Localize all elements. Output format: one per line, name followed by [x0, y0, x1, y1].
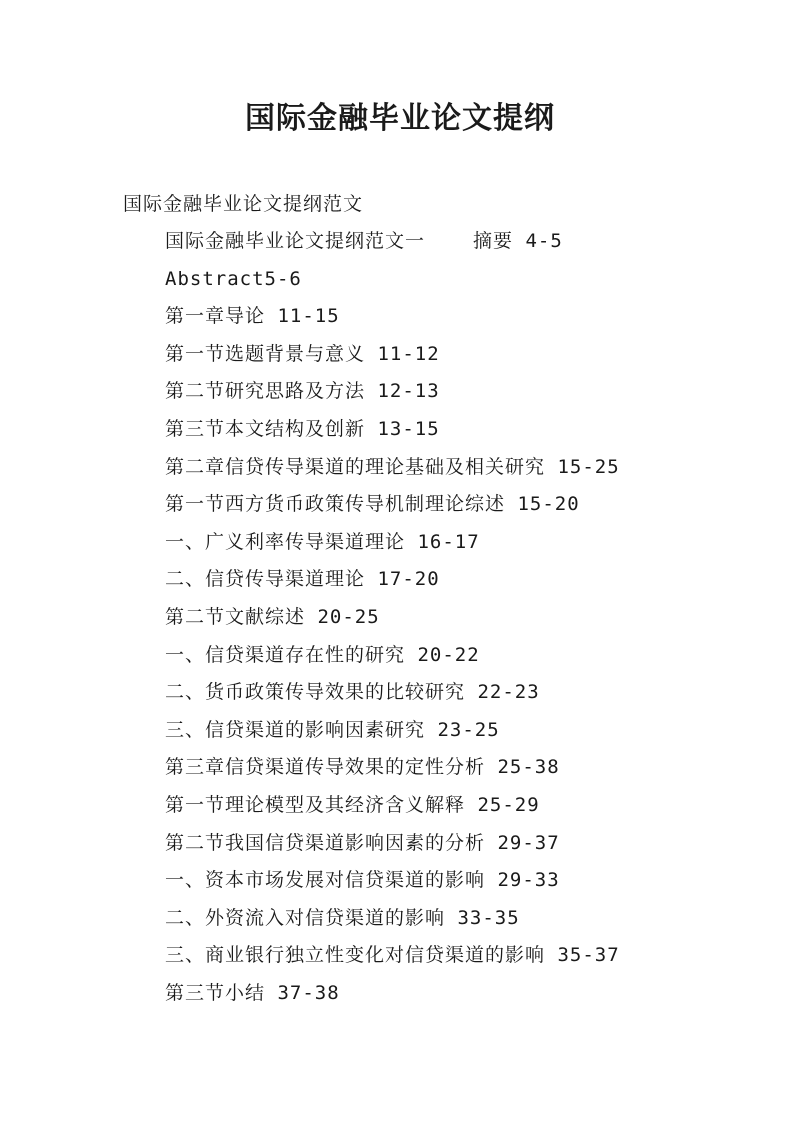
page-title: 国际金融毕业论文提纲 [245, 101, 555, 136]
outline-item: 三、商业银行独立性变化对信贷渠道的影响 35-37 [165, 944, 620, 967]
outline-item: 一、信贷渠道存在性的研究 20-22 [165, 643, 480, 666]
document-subtitle: 国际金融毕业论文提纲范文 [123, 193, 364, 215]
outline-item: 第三节本文结构及创新 13-15 [165, 417, 440, 440]
outline-item: 第三节小结 37-38 [165, 981, 340, 1004]
outline-item: 第一节西方货币政策传导机制理论综述 15-20 [165, 493, 580, 516]
outline-item: 第一节理论模型及其经济含义解释 25-29 [165, 793, 540, 816]
outline-item: 第一章导论 11-15 [165, 305, 340, 328]
outline-item: 第三章信贷渠道传导效果的定性分析 25-38 [165, 756, 560, 779]
outline-item: 一、资本市场发展对信贷渠道的影响 29-33 [165, 869, 560, 892]
outline-item: 二、信贷传导渠道理论 17-20 [165, 568, 440, 591]
outline-item [165, 227, 620, 265]
outline-item: 二、货币政策传导效果的比较研究 22-23 [165, 681, 540, 704]
outline-item: 一、广义利率传导渠道理论 16-17 [165, 530, 480, 553]
outline-item: 第二节我国信贷渠道影响因素的分析 29-37 [165, 831, 560, 854]
outline-item: 第一节选题背景与意义 11-12 [165, 342, 440, 365]
outline-item: 第二节研究思路及方法 12-13 [165, 380, 440, 403]
outline-item: 二、外资流入对信贷渠道的影响 33-35 [165, 906, 520, 929]
outline-item: 第二章信贷传导渠道的理论基础及相关研究 15-25 [165, 455, 620, 478]
outline-list [165, 227, 620, 1016]
outline-item: 三、信贷渠道的影响因素研究 23-25 [165, 718, 500, 741]
outline-heading: 国际金融毕业论文提纲范文一 [165, 230, 426, 252]
outline-item: 第二节文献综述 20-25 [165, 605, 380, 628]
outline-item: Abstract5-6 [165, 267, 302, 290]
outline-entry: 摘要 4-5 [473, 230, 563, 252]
